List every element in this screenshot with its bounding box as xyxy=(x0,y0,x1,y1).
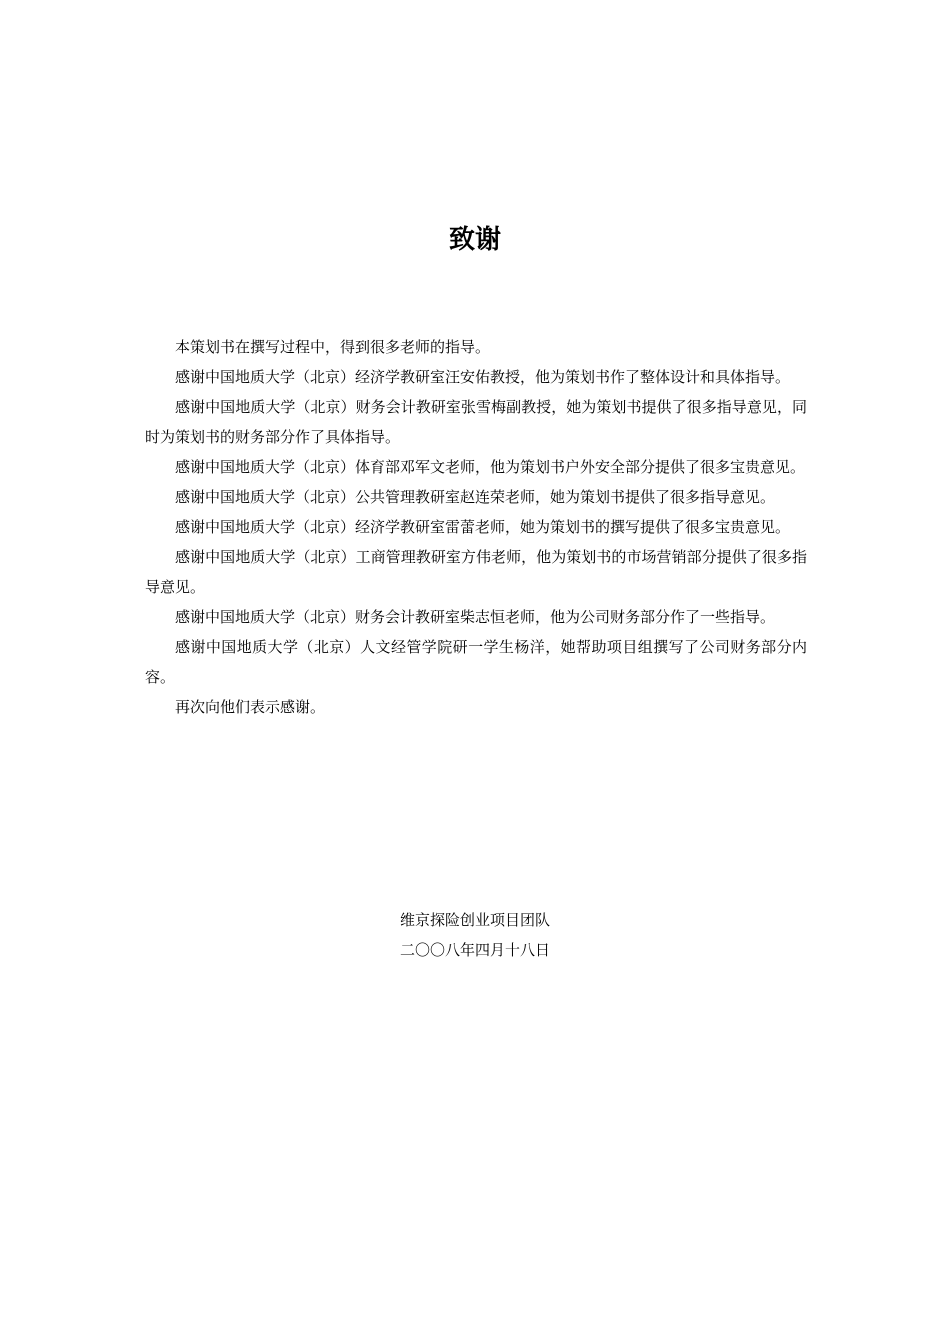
paragraph-thanks-lei: 感谢中国地质大学（北京）经济学教研室雷蕾老师，她为策划书的撰写提供了很多宝贵意见。 xyxy=(175,518,791,536)
acknowledgement-body xyxy=(145,332,807,722)
paragraph-thanks-deng: 感谢中国地质大学（北京）体育部邓军文老师，他为策划书户外安全部分提供了很多宝贵意见。 xyxy=(175,458,806,476)
paragraph-thanks-fang: 感谢中国地质大学（北京）工商管理教研室方伟老师，他为策划书的市场营销部分提供了很多指导意见。 xyxy=(145,548,807,596)
signature-team: 维京探险创业项目团队 xyxy=(399,911,550,929)
paragraph-thanks-chai: 感谢中国地质大学（北京）财务会计教研室柴志恒老师，他为公司财务部分作了一些指导。 xyxy=(175,608,776,626)
paragraph-thanks-yang: 感谢中国地质大学（北京）人文经管学院研一学生杨洋，她帮助项目组撰写了公司财务部分内容。 xyxy=(145,638,807,686)
signature-date: 二〇〇八年四月十八日 xyxy=(399,941,550,959)
paragraph-closing: 再次向他们表示感谢。 xyxy=(175,698,326,716)
paragraph-thanks-zhang: 感谢中国地质大学（北京）财务会计教研室张雪梅副教授，她为策划书提供了很多指导意见，同时为策划书的财务部分作了具体指导。 xyxy=(145,398,807,446)
page-title: 致谢 xyxy=(448,225,501,255)
signature-block xyxy=(0,905,950,965)
paragraph-thanks-wang: 感谢中国地质大学（北京）经济学教研室汪安佑教授，他为策划书作了整体设计和具体指导。 xyxy=(175,368,791,386)
paragraph-intro: 本策划书在撰写过程中，得到很多老师的指导。 xyxy=(175,338,491,356)
paragraph-thanks-zhao: 感谢中国地质大学（北京）公共管理教研室赵连荣老师，她为策划书提供了很多指导意见。 xyxy=(175,488,776,506)
